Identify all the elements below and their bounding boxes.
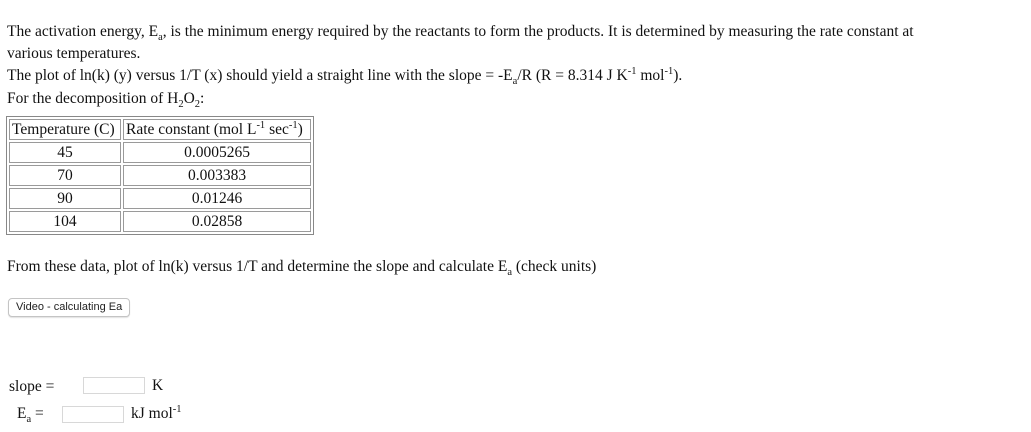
intro-text: : [200,90,205,107]
header-text: sec [265,120,289,138]
superscript: -1 [172,403,182,415]
ea-unit [131,404,182,424]
intro-text: /R (R = 8.314 J K [517,67,628,84]
superscript: -1 [256,119,266,131]
subscript: a [158,32,163,44]
temperature-cell: 70 [9,165,121,186]
slope-label: slope = [9,378,55,395]
superscript: -1 [288,119,298,131]
slope-input[interactable] [83,377,145,394]
ea-label-text: E [17,405,27,422]
superscript: -1 [664,65,674,77]
intro-text: The plot of ln(k) (y) versus 1/T (x) should yield a straight line with the slope = -E [7,67,513,84]
intro-text: ). [673,67,683,84]
intro-text: O [183,90,195,107]
intro-line-4 [7,88,204,110]
temperature-cell: 104 [9,211,121,232]
temperature-cell: 45 [9,142,121,163]
slope-unit: K [152,377,164,394]
instruction-text [7,256,596,278]
intro-text: mol [636,67,665,84]
header-rate-constant [123,119,311,140]
table-row [9,188,311,209]
intro-line-3 [7,65,682,87]
instruction-part: (check units) [511,258,597,275]
header-temperature: Temperature (C) [9,119,121,140]
intro-text: For the decomposition of H [7,90,179,107]
rate-cell: 0.003383 [123,165,311,186]
instruction-part: From these data, plot of ln(k) versus 1/T and determine the slope and calculate E [7,258,508,275]
ea-label [17,404,44,424]
ea-label-text: = [31,405,44,422]
ea-input[interactable] [62,406,124,423]
rate-cell: 0.0005265 [123,142,311,163]
intro-text: The activation energy, E [7,23,159,40]
temperature-cell: 90 [9,188,121,209]
subscript: a [512,76,518,88]
table-row [9,165,311,186]
header-text: ) [297,120,303,138]
table-header-row [9,119,311,140]
table-row [9,142,311,163]
intro-line-2: various temperatures. [7,45,141,62]
superscript: -1 [627,65,637,77]
subscript: 2 [194,99,201,111]
intro-line-1 [7,21,914,43]
table-row [9,211,311,232]
video-button[interactable]: Video - calculating Ea [8,298,130,317]
rate-table [6,116,314,235]
header-text: Rate constant (mol L [126,120,257,138]
rate-cell: 0.01246 [123,188,311,209]
ea-unit-text: kJ mol [131,405,173,422]
subscript: a [26,414,32,426]
subscript: 2 [178,99,184,111]
subscript: a [507,267,512,279]
rate-cell: 0.02858 [123,211,311,232]
intro-text: , is the minimum energy required by the reactants to form the products. It is determined by measuring the rate constant at [162,23,914,40]
